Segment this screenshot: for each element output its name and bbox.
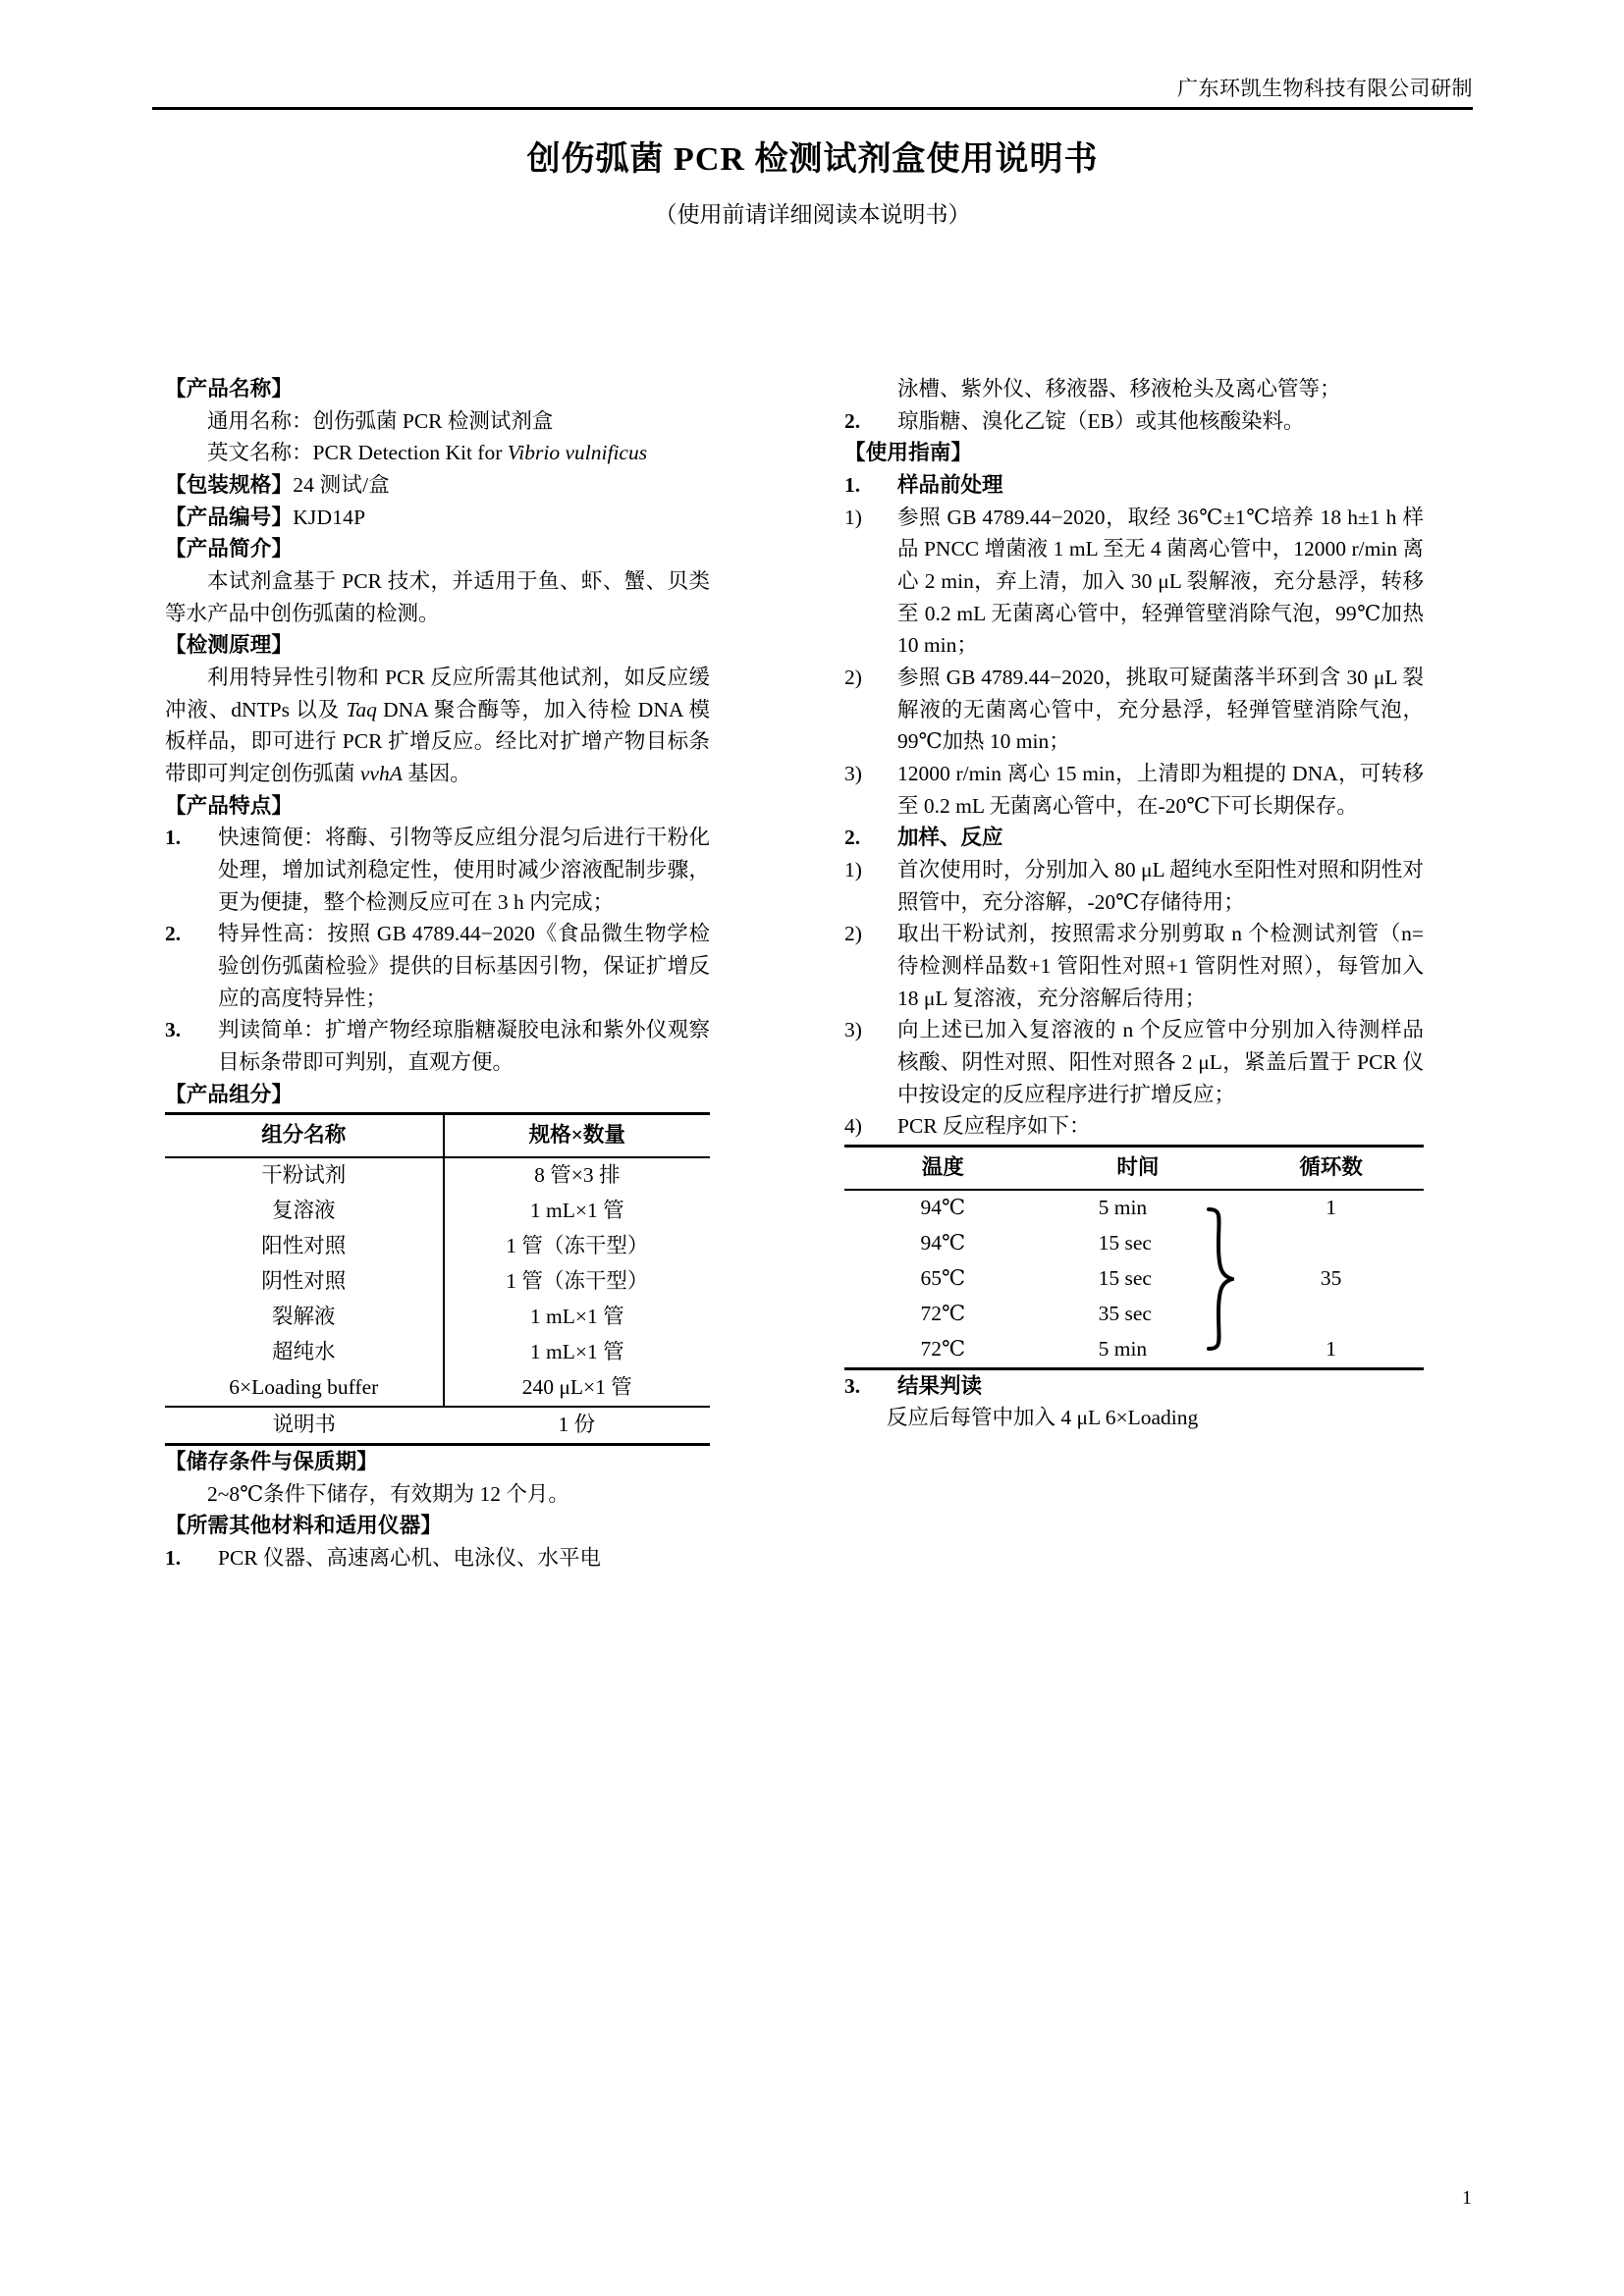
list-item — [165, 822, 710, 918]
table-row — [165, 1407, 710, 1444]
cell-component-name: 6×Loading buffer — [165, 1370, 444, 1407]
principle-part3: 基因。 — [402, 762, 471, 786]
cell-time: 5 min — [1042, 1332, 1239, 1368]
list-marker: 4) — [844, 1114, 862, 1139]
list-item — [844, 758, 1424, 822]
cell-cycles: 1 — [1238, 1332, 1424, 1368]
guide-section-number: 1. — [844, 473, 861, 498]
cell-temperature: 65℃ — [920, 1265, 966, 1290]
list-text: 取出干粉试剂，按照需求分别剪取 n 个检测试剂管（n=待检测样品数+1 管阳性对照+1 管阴性对照），每管加入 18 μL 复溶液，充分溶解后待用； — [897, 922, 1424, 1010]
section-principle-heading: 【检测原理】 — [165, 633, 294, 658]
column-header-component-name: 组分名称 — [165, 1114, 444, 1157]
list-text: 特异性高：按照 GB 4789.44−2020《食品微生物学检验创伤弧菌检验》提供的目标基因引物，保证扩增反应的高度特异性； — [218, 922, 710, 1010]
result-text: 反应后每管中加入 4 μL 6×Loading — [887, 1406, 1199, 1430]
column-header-cycles: 循环数 — [1238, 1147, 1424, 1190]
list-text: 参照 GB 4789.44−2020，挑取可疑菌落半环到含 30 μL 裂解液的无菌离心管中，充分悬浮，轻弹管壁消除气泡，99℃加热 10 min； — [897, 666, 1424, 754]
section-intro-heading: 【产品简介】 — [165, 537, 294, 561]
cell-component-name: 说明书 — [165, 1407, 444, 1444]
list-item — [844, 405, 1424, 438]
list-item — [165, 1014, 710, 1078]
list-item — [844, 1110, 1424, 1143]
list-marker: 2. — [844, 408, 861, 433]
english-species-name: Vibrio vulnificus — [507, 441, 648, 465]
list-item-continued — [844, 373, 1424, 405]
list-item — [844, 502, 1424, 662]
cell-cycles: 1 — [1326, 1196, 1336, 1220]
spec-value: 24 测试/盒 — [293, 473, 390, 498]
list-item — [844, 662, 1424, 758]
header-divider — [152, 107, 1473, 110]
cell-temperature: 72℃ — [920, 1301, 966, 1325]
cell-temperature: 72℃ — [844, 1332, 1042, 1368]
table-row — [844, 1332, 1424, 1368]
list-text: 快速简便：将酶、引物等反应组分混匀后进行干粉化处理，增加试剂稳定性，使用时减少溶液配制步骤，更为便捷，整个检测反应可在 3 h 内完成； — [218, 826, 710, 914]
intro-text: 本试剂盒基于 PCR 技术，并适用于鱼、虾、蟹、贝类等水产品中创伤弧菌的检测。 — [165, 569, 710, 625]
page-title: 创伤弧菌 PCR 检测试剂盒使用说明书 — [526, 141, 1099, 178]
section-code — [165, 502, 710, 534]
cell-component-name: 阳性对照 — [165, 1229, 444, 1264]
components-table — [165, 1112, 710, 1445]
table-row — [844, 1226, 1424, 1261]
taq-italic: Taq — [346, 697, 377, 721]
list-text: 琼脂糖、溴化乙锭（EB）或其他核酸染料。 — [897, 408, 1305, 433]
column-header-time: 时间 — [1042, 1147, 1239, 1190]
spec-heading: 【包装规格】 — [165, 473, 294, 498]
body-columns — [0, 373, 1624, 2218]
list-text: PCR 反应程序如下： — [897, 1114, 1091, 1139]
generic-name-line: 通用名称：创伤弧菌 PCR 检测试剂盒 — [207, 408, 554, 433]
table-row — [165, 1300, 710, 1335]
section-product-name-heading: 【产品名称】 — [165, 377, 294, 400]
list-marker: 1) — [844, 505, 862, 529]
features-list — [165, 822, 710, 1078]
cell-temperature: 94℃ — [920, 1231, 966, 1255]
cell-spec-qty: 8 管×3 排 — [534, 1163, 621, 1188]
cell-time: 15 sec — [1098, 1265, 1152, 1290]
cell-spec-qty: 1 mL×1 管 — [529, 1199, 624, 1223]
table-row — [165, 1194, 710, 1229]
list-text: 向上述已加入复溶液的 n 个反应管中分别加入待测样品核酸、阴性对照、阳性对照各 2 μL，紧盖后置于 PCR 仪中按设定的反应程序进行扩增反应； — [897, 1018, 1424, 1106]
guide-section-heading — [844, 1370, 1424, 1403]
list-text-continued: 泳槽、紫外仪、移液器、移液枪头及离心管等； — [897, 377, 1341, 400]
guide-section-title: 结果判读 — [897, 1373, 983, 1398]
guide-section-number: 3. — [844, 1373, 861, 1398]
table-row — [165, 1264, 710, 1300]
list-marker: 1. — [165, 1545, 182, 1570]
table-row — [844, 1190, 1424, 1226]
section-storage-heading: 【储存条件与保质期】 — [165, 1449, 379, 1473]
cell-component-name: 复溶液 — [165, 1194, 444, 1229]
cell-spec-qty: 1 份 — [444, 1407, 710, 1444]
list-text: 判读简单：扩增产物经琼脂糖凝胶电泳和紫外仪观察目标条带即可判别，直观方便。 — [218, 1018, 710, 1075]
code-heading: 【产品编号】 — [165, 505, 294, 529]
column-header-spec-qty: 规格×数量 — [444, 1114, 710, 1157]
cell-spec-qty: 240 μL×1 管 — [521, 1375, 632, 1400]
list-marker: 1) — [844, 858, 862, 882]
page-subtitle: （使用前请详细阅读本说明书） — [654, 201, 971, 227]
list-marker: 3. — [165, 1018, 182, 1042]
section-components-heading: 【产品组分】 — [165, 1082, 294, 1106]
storage-text: 2~8℃条件下储存，有效期为 12 个月。 — [207, 1481, 569, 1506]
cell-spec-qty: 1 mL×1 管 — [529, 1340, 624, 1364]
english-name-line — [165, 437, 710, 469]
cell-component-name: 干粉试剂 — [165, 1157, 444, 1194]
list-item — [165, 1542, 710, 1575]
left-column — [165, 373, 710, 1575]
title-block — [152, 137, 1473, 230]
table-header-row — [165, 1114, 710, 1157]
guide-section-heading — [844, 822, 1424, 854]
cell-spec-qty: 1 mL×1 管 — [529, 1305, 624, 1329]
list-marker: 3) — [844, 762, 862, 786]
guide-section-number: 2. — [844, 826, 861, 850]
list-text: 12000 r/min 离心 15 min，上清即为粗提的 DNA，可转移至 0.2 mL 无菌离心管中，在-20℃下可长期保存。 — [897, 762, 1424, 818]
code-value: KJD14P — [293, 505, 366, 529]
page-number: 1 — [1462, 2187, 1472, 2209]
list-text: 首次使用时，分别加入 80 μL 超纯水至阳性对照和阴性对照管中，充分溶解，-20℃存储待用； — [897, 858, 1424, 914]
cell-time: 15 sec — [1098, 1231, 1152, 1255]
principle-part2: DNA 聚合酶等，加入待检 DNA 模板样品，即可进行 PCR 扩增反应。经比对扩增产物目标条带即可判定创伤弧菌 — [165, 697, 710, 786]
cycles-value: 35 — [1320, 1265, 1342, 1290]
cell-time: 5 min — [1098, 1196, 1148, 1220]
cell-temperature: 94℃ — [920, 1196, 966, 1220]
guide-section-title: 加样、反应 — [897, 826, 1003, 850]
pcr-program-table — [844, 1145, 1424, 1370]
list-marker: 2) — [844, 922, 862, 946]
section-materials-heading: 【所需其他材料和适用仪器】 — [165, 1514, 443, 1538]
list-item — [844, 1014, 1424, 1110]
list-text: 参照 GB 4789.44−2020，取经 36℃±1℃培养 18 h±1 h 样品 PNCC 增菌液 1 mL 至无 4 菌离心管中，12000 r/min 离心 2 min，弃上清，加入 30 μL 裂解液，充分悬浮，转移至 0.2 mL 无菌离心管中，轻弹管壁消除气泡，99℃加热 10 min； — [897, 505, 1424, 658]
table-row — [165, 1157, 710, 1194]
section-features-heading: 【产品特点】 — [165, 793, 294, 818]
column-header-temperature: 温度 — [844, 1147, 1042, 1190]
table-row — [165, 1335, 710, 1370]
company-name: 广东环凯生物科技有限公司研制 — [1177, 77, 1473, 100]
cell-time: 35 sec — [1098, 1301, 1152, 1325]
cell-component-name: 阴性对照 — [165, 1264, 444, 1300]
principle-text — [165, 662, 710, 790]
table-header-row — [844, 1147, 1424, 1190]
curly-brace-icon — [1205, 1205, 1234, 1353]
list-marker: 1. — [165, 826, 182, 850]
section-spec — [165, 469, 710, 502]
guide-section-heading — [844, 469, 1424, 502]
right-column — [844, 373, 1424, 1434]
english-name-prefix: 英文名称：PCR Detection Kit for — [207, 441, 508, 465]
list-marker: 2) — [844, 666, 862, 690]
principle-part1: 利用特异性引物和 PCR 反应所需其他试剂，如反应缓冲液、dNTPs 以及 — [165, 666, 710, 721]
table-row — [165, 1370, 710, 1407]
page-header — [152, 77, 1473, 110]
list-marker: 2. — [165, 922, 182, 946]
cell-spec-qty: 1 管（冻干型） — [506, 1269, 649, 1294]
list-item — [844, 918, 1424, 1014]
list-text: PCR 仪器、高速离心机、电泳仪、水平电 — [218, 1545, 602, 1570]
cell-cycles-grouped — [1238, 1226, 1424, 1332]
cell-component-name: 超纯水 — [165, 1335, 444, 1370]
guide-section-title: 样品前处理 — [897, 473, 1003, 498]
gene-italic: vvhA — [359, 762, 403, 786]
cell-component-name: 裂解液 — [165, 1300, 444, 1335]
list-item — [844, 854, 1424, 918]
list-item — [165, 918, 710, 1014]
section-guide-heading: 【使用指南】 — [844, 441, 973, 465]
table-row — [165, 1229, 710, 1264]
cell-spec-qty: 1 管（冻干型） — [506, 1234, 649, 1258]
list-marker: 3) — [844, 1018, 862, 1042]
